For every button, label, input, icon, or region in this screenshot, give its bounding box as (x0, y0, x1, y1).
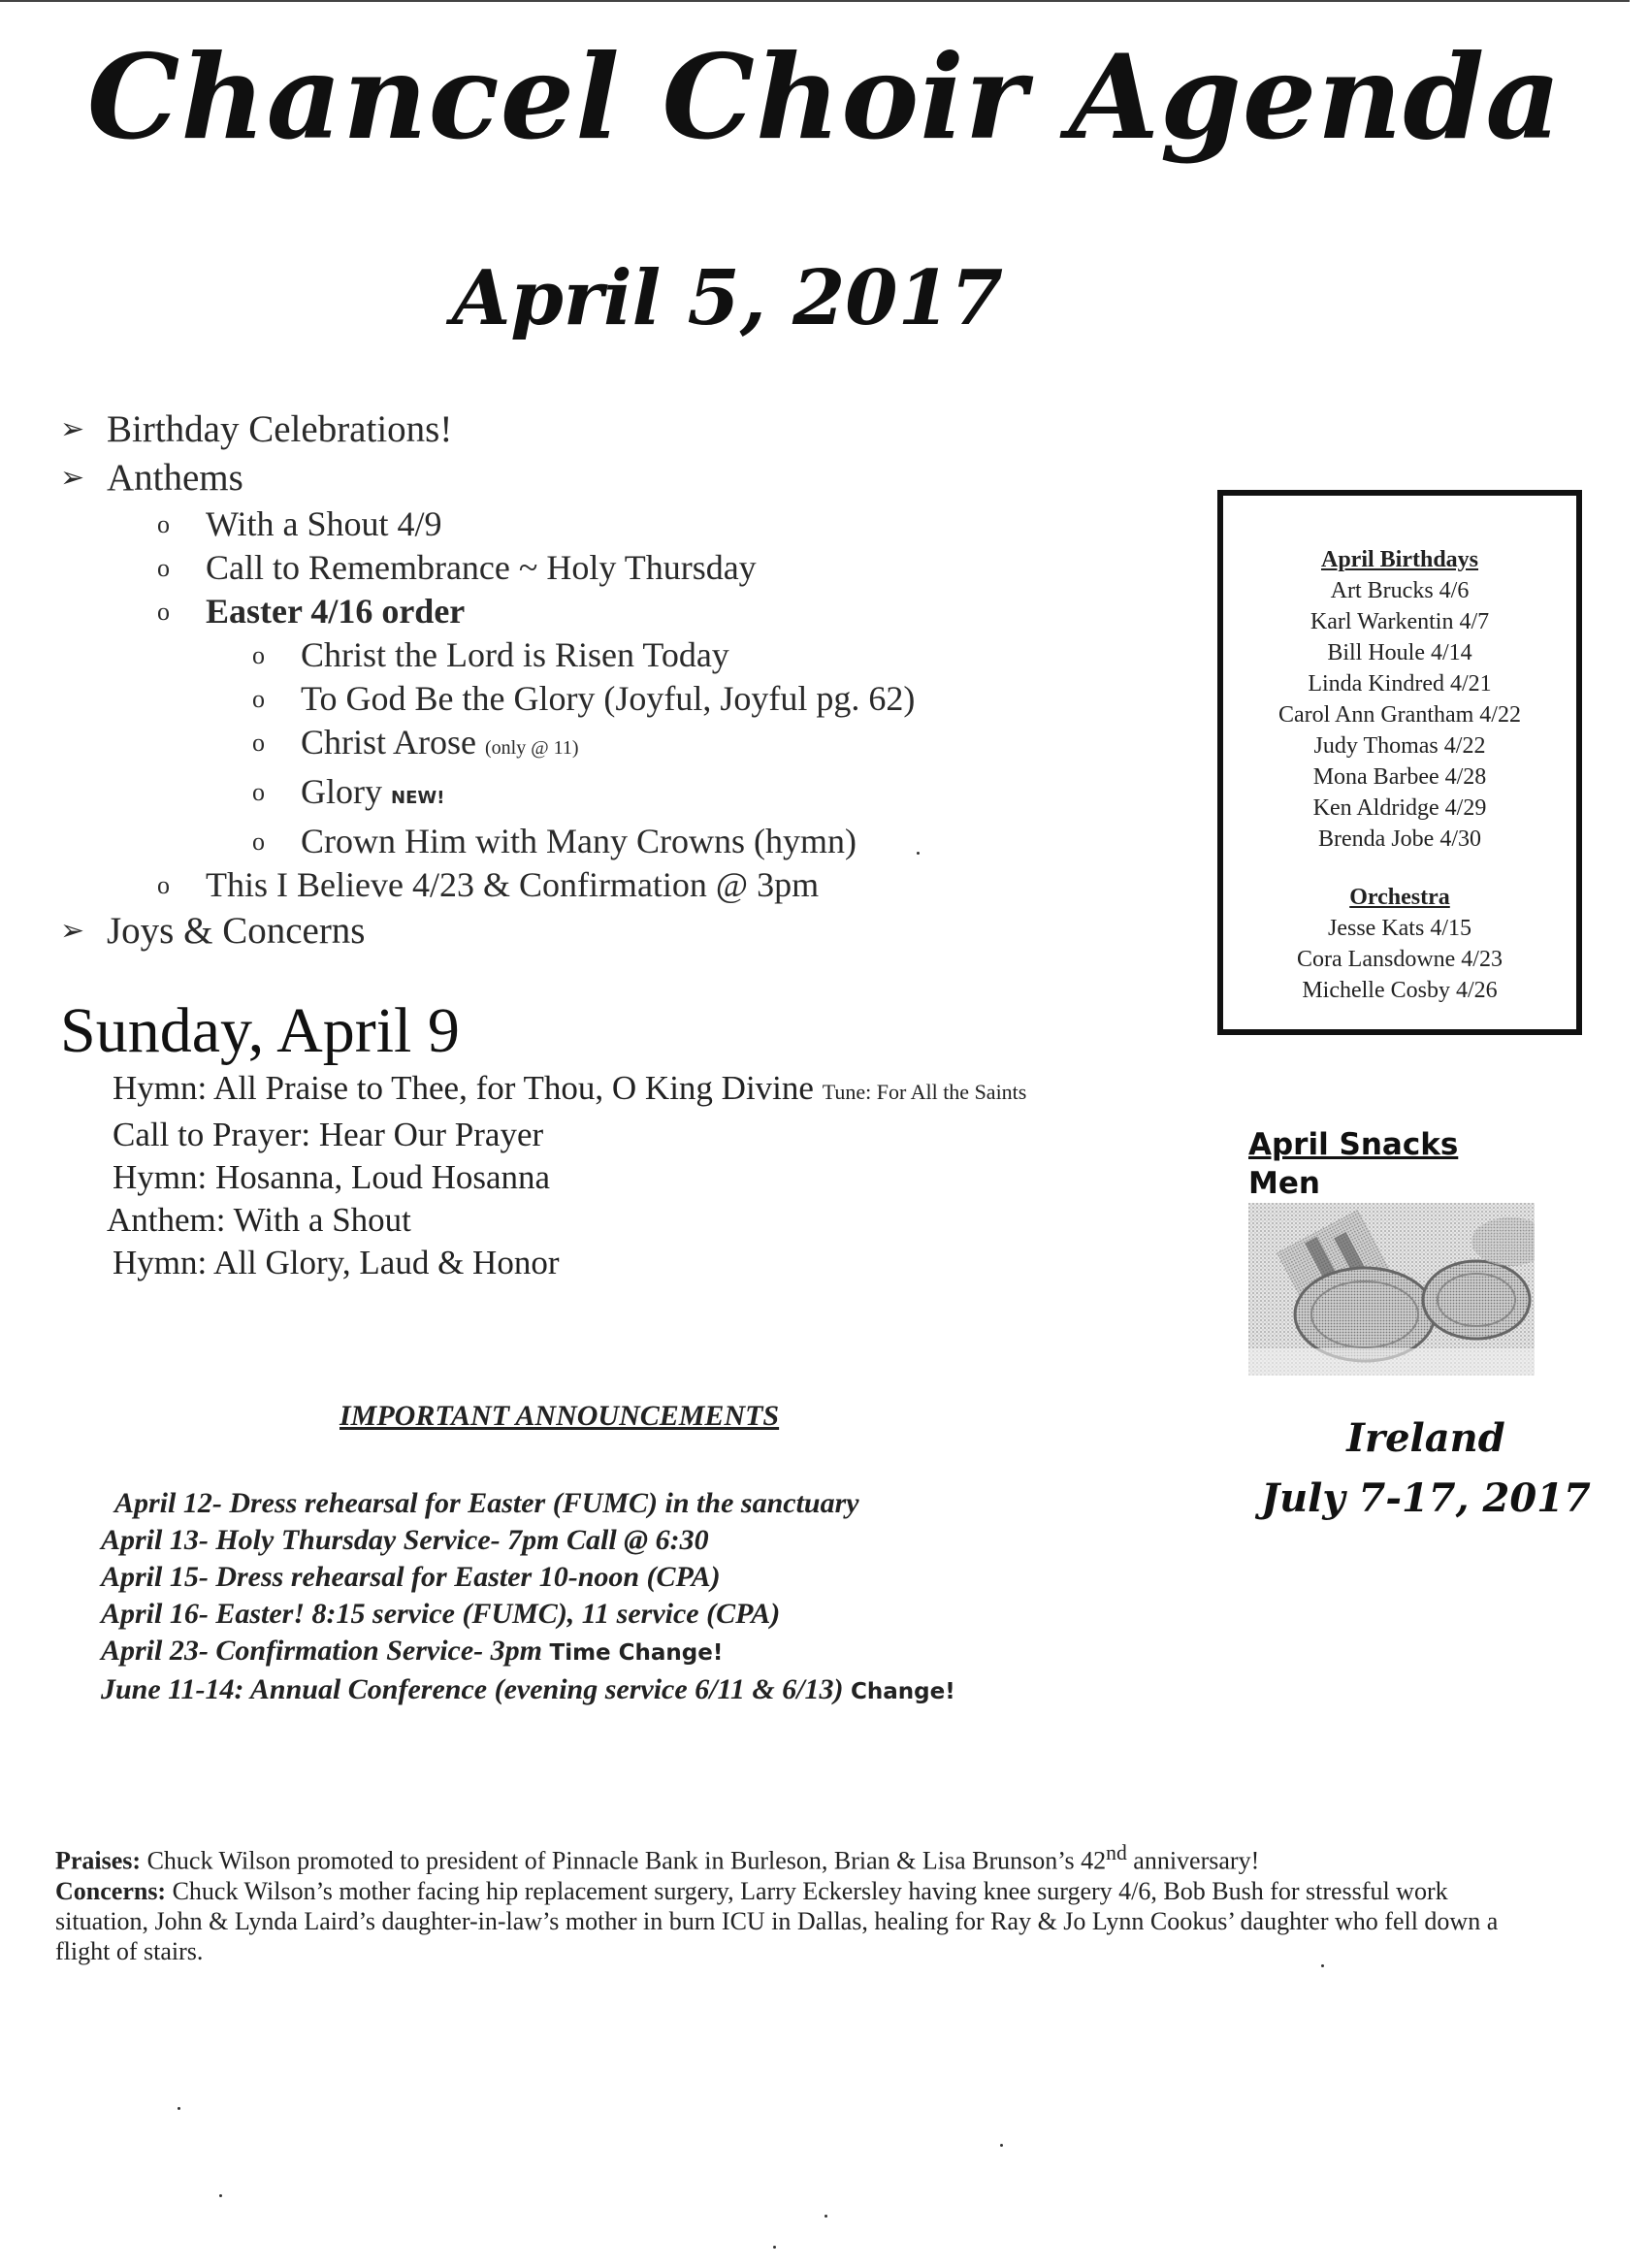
circle-bullet-icon: o (252, 827, 265, 856)
easter-order-label: Christ Arose (301, 723, 477, 761)
concerns-label: Concerns: (55, 1876, 167, 1905)
easter-order-note: (only @ 11) (485, 737, 579, 759)
scan-speck (1321, 1964, 1324, 1967)
easter-order-label: To God Be the Glory (Joyful, Joyful pg. 62) (301, 679, 916, 718)
anthem-label: With a Shout 4/9 (206, 504, 442, 543)
birthday-entry: Judy Thomas 4/22 (1313, 733, 1486, 759)
praises-line (55, 1838, 1510, 1876)
service-line (113, 1067, 1026, 1114)
arrow-bullet-icon: ➢ (60, 413, 85, 445)
agenda-item-label: Birthday Celebrations! (107, 408, 453, 450)
orchestra-entry: Cora Lansdowne 4/23 (1297, 947, 1503, 972)
praises-concerns (55, 1838, 1510, 1966)
arrow-bullet-icon: ➢ (60, 915, 85, 947)
circle-bullet-icon: o (157, 598, 170, 626)
ireland-trip (1246, 1409, 1605, 1529)
service-line: Hymn: All Glory, Laud & Honor (113, 1244, 560, 1281)
anthem-label-easter: Easter 4/16 order (206, 592, 466, 631)
agenda-date: April 5, 2017 (451, 254, 1004, 342)
birthday-entry: Ken Aldridge 4/29 (1312, 795, 1487, 821)
announcement-text: April 23- Confirmation Service- 3pm (101, 1635, 543, 1667)
circle-bullet-icon: o (252, 685, 265, 713)
scan-speck (1000, 2144, 1003, 2147)
birthday-entry: Mona Barbee 4/28 (1312, 764, 1487, 790)
concerns-line (55, 1876, 1510, 1966)
page-title: Chancel Choir Agenda (86, 29, 1563, 166)
agenda-item-joys (60, 907, 915, 956)
service-line: Hymn: Hosanna, Loud Hosanna (113, 1158, 551, 1196)
announcement-text: June 11-14: Annual Conference (evening service 6/11 & 6/13) (101, 1673, 844, 1705)
scan-speck (824, 2215, 827, 2218)
service-line-text: Hymn: All Praise to Thee, for Thou, O King Divine (113, 1069, 814, 1107)
agenda-item-label: Anthems (107, 457, 243, 499)
snacks-heading: April Snacks (1248, 1127, 1459, 1162)
easter-order-item (60, 677, 915, 721)
anthem-item (60, 590, 915, 633)
easter-order-item (60, 820, 915, 863)
time-change-badge: Time Change! (549, 1640, 724, 1666)
box-spacer (1223, 855, 1576, 882)
concerns-text: Chuck Wilson’s mother facing hip replacement surgery, Larry Eckersley having knee surgery 4/6, Bob Bush for stressful work situation, John & Lynda Laird’s daughter-in-law’s mother in burn ICU in Dallas, healing for Ray & Jo Lynn Cookus’ daughter who fell down a flight of stairs. (55, 1876, 1499, 1965)
birthday-entry: Brenda Jobe 4/30 (1318, 826, 1481, 852)
sunday-heading: Sunday, April 9 (60, 995, 460, 1066)
arrow-bullet-icon: ➢ (60, 462, 85, 494)
service-line: Anthem: With a Shout (107, 1201, 411, 1239)
birthday-entry: Art Brucks 4/6 (1330, 578, 1470, 603)
circle-bullet-icon: o (157, 510, 170, 538)
announcements-list (101, 1485, 955, 1710)
praises-text-end: anniversary! (1126, 1846, 1260, 1875)
birthdays-box (1217, 490, 1582, 1035)
easter-order-label: Christ the Lord is Risen Today (301, 635, 729, 674)
snacks-block (1248, 1125, 1458, 1203)
praises-text: Chuck Wilson promoted to president of Pinnacle Bank in Burleson, Brian & Lisa Brunson’s 42 (146, 1846, 1107, 1875)
anthem-item (60, 546, 915, 590)
announcement-item: April 15- Dress rehearsal for Easter 10-noon (CPA) (101, 1561, 721, 1593)
anthem-item (60, 863, 915, 907)
easter-order-item (60, 721, 915, 770)
birthday-entry: Linda Kindred 4/21 (1308, 671, 1492, 697)
announcement-item (101, 1671, 955, 1710)
announcement-item: April 16- Easter! 8:15 service (FUMC), 11 service (CPA) (101, 1598, 781, 1630)
agenda-item-label: Joys & Concerns (107, 910, 366, 952)
birthday-entry: Bill Houle 4/14 (1327, 640, 1472, 665)
easter-order-item (60, 633, 915, 677)
agenda-list (60, 405, 915, 956)
circle-bullet-icon: o (252, 778, 265, 806)
sunday-service-list (107, 1067, 1027, 1284)
scan-speck (773, 2246, 776, 2249)
ireland-dates: July 7-17, 2017 (1261, 1475, 1591, 1521)
circle-bullet-icon: o (157, 871, 170, 899)
birthdays-heading: April Birthdays (1320, 547, 1479, 572)
agenda-item-anthems (60, 454, 915, 502)
new-badge: NEW! (391, 788, 445, 808)
anthem-label: This I Believe 4/23 & Confirmation @ 3pm (206, 865, 820, 904)
easter-order-label: Crown Him with Many Crowns (hymn) (301, 822, 857, 860)
ordinal-suffix: nd (1106, 1841, 1127, 1864)
announcement-item (101, 1633, 955, 1671)
service-line: Call to Prayer: Hear Our Prayer (113, 1116, 544, 1153)
scan-speck (178, 2107, 180, 2110)
praises-label: Praises: (55, 1846, 142, 1875)
anthem-label: Call to Remembrance ~ Holy Thursday (206, 548, 757, 587)
announcement-item: April 12- Dress rehearsal for Easter (FUMC) in the sanctuary (114, 1487, 859, 1519)
circle-bullet-icon: o (157, 554, 170, 582)
snacks-group: Men (1248, 1166, 1320, 1201)
easter-order-label: Glory (301, 772, 382, 811)
circle-bullet-icon: o (252, 729, 265, 757)
orchestra-entry: Jesse Kats 4/15 (1328, 916, 1471, 941)
orchestra-entry: Michelle Cosby 4/26 (1302, 978, 1498, 1003)
agenda-item-birthday (60, 405, 915, 454)
anthem-item (60, 502, 915, 546)
scan-edge-line (0, 0, 1630, 2)
circle-bullet-icon: o (252, 641, 265, 669)
ireland-title: Ireland (1346, 1415, 1505, 1461)
orchestra-heading: Orchestra (1349, 885, 1450, 910)
announcement-item: April 13- Holy Thursday Service- 7pm Call @ 6:30 (101, 1524, 709, 1556)
tune-note: Tune: For All the Saints (822, 1080, 1027, 1104)
easter-order-item (60, 770, 915, 820)
birthday-entry: Karl Warkentin 4/7 (1310, 609, 1490, 634)
scan-speck (219, 2194, 222, 2197)
change-badge: Change! (851, 1679, 955, 1704)
birthday-entry: Carol Ann Grantham 4/22 (1278, 702, 1521, 728)
announcements-heading: IMPORTANT ANNOUNCEMENTS (340, 1400, 780, 1432)
cookies-photo (1248, 1203, 1535, 1376)
scan-speck (917, 852, 920, 855)
